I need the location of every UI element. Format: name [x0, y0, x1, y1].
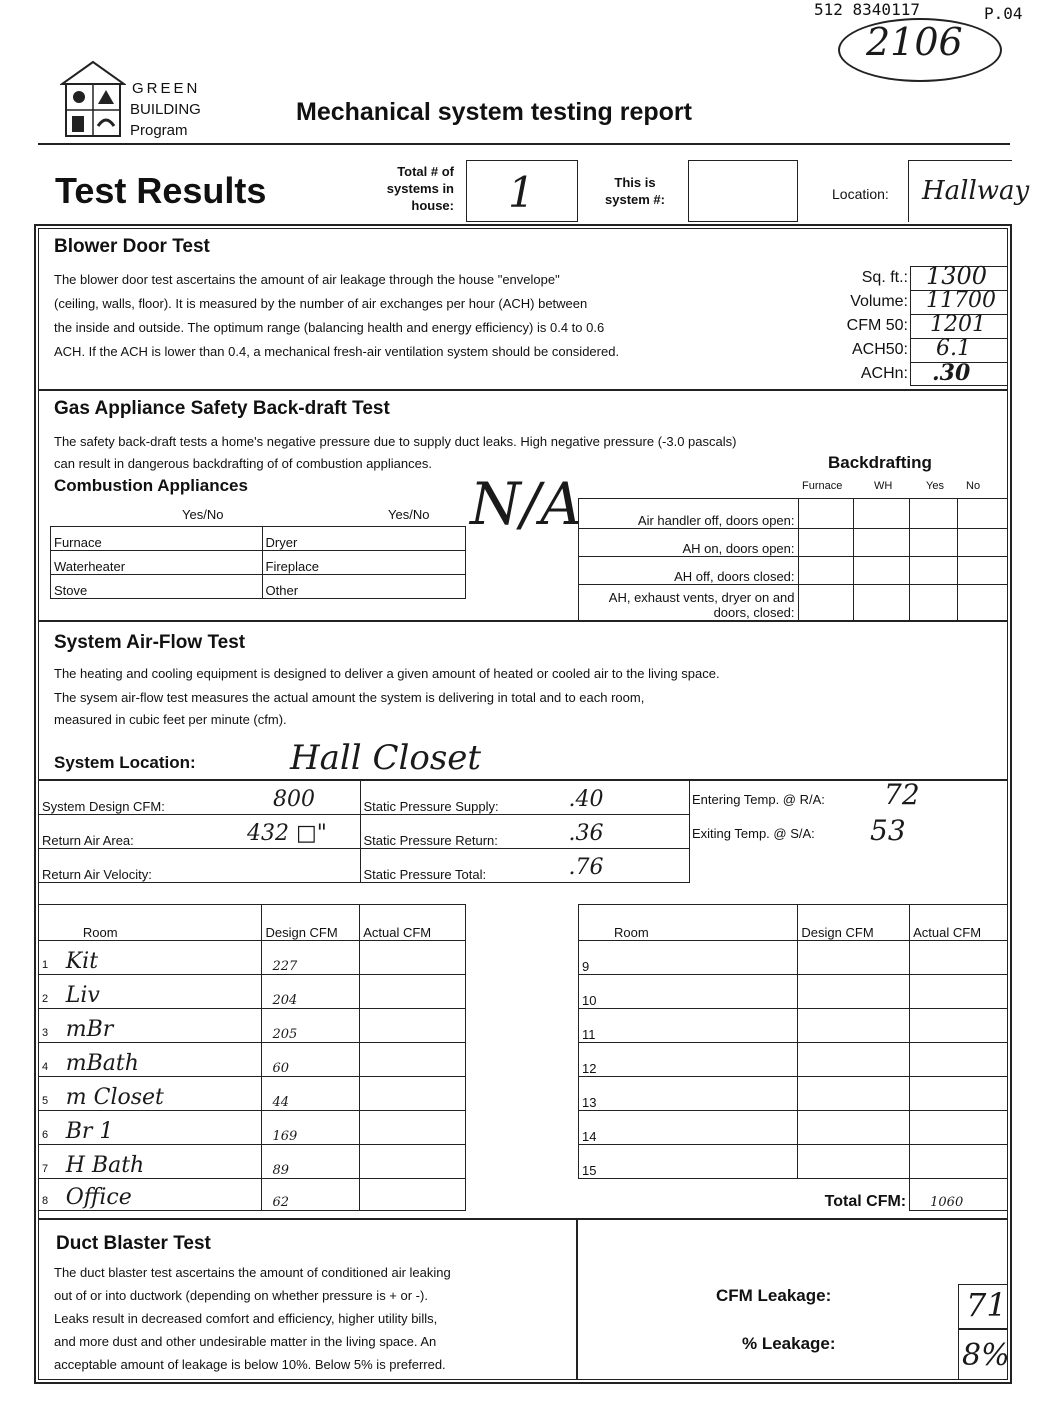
- blower-divider: [38, 389, 1008, 391]
- room-actual-5[interactable]: [360, 1077, 466, 1111]
- room-actual-15[interactable]: [910, 1145, 1008, 1179]
- bd-row-3: AH off, doors closed:: [579, 557, 799, 585]
- location-label: Location:: [832, 186, 889, 202]
- sqft-label: Sq. ft.:: [861, 269, 908, 286]
- room-actual-7[interactable]: [360, 1145, 466, 1179]
- room-design-1[interactable]: 227: [262, 941, 360, 975]
- col-design-cfm: Design CFM: [262, 905, 360, 941]
- room-row-15[interactable]: 15: [579, 1145, 798, 1179]
- bd-cell[interactable]: [798, 529, 854, 557]
- airflow-text-1: The heating and cooling equipment is designed to deliver a given amount of heated or cooled air to the living space.: [54, 666, 720, 681]
- yesno-right: Yes/No: [388, 507, 430, 522]
- fax-page: P.04: [984, 4, 1023, 23]
- bd-col-wh: WH: [874, 480, 893, 492]
- sp-return-cell[interactable]: [360, 815, 690, 849]
- room-actual-12[interactable]: [910, 1043, 1008, 1077]
- return-area-value: 432 □": [247, 821, 327, 846]
- bd-cell[interactable]: [854, 585, 910, 621]
- sp-return-label: Static Pressure Return:: [363, 833, 498, 848]
- duct-text-1: The duct blaster test ascertains the amount of conditioned air leaking: [54, 1265, 451, 1280]
- room-design-3[interactable]: 205: [262, 1009, 360, 1043]
- logo: [60, 60, 126, 138]
- room-actual-4[interactable]: [360, 1043, 466, 1077]
- bd-col-yes: Yes: [926, 480, 944, 492]
- na-mark: N/A: [470, 470, 583, 538]
- room-row-3[interactable]: 3 mBr: [39, 1009, 262, 1043]
- room-design-8[interactable]: 62: [262, 1179, 360, 1211]
- blower-text-4: ACH. If the ACH is lower than 0.4, a mechanical fresh-air ventilation system should be considered.: [54, 344, 620, 359]
- duct-title: Duct Blaster Test: [56, 1233, 211, 1254]
- room-row-12[interactable]: 12: [579, 1043, 798, 1077]
- test-results-title: Test Results: [55, 170, 267, 211]
- rooms-left-table: [38, 904, 466, 1211]
- blower-text-3: the inside and outside. The optimum range (balancing health and energy efficiency) is 0.4 to 0.6: [54, 320, 605, 335]
- bd-cell[interactable]: [910, 585, 958, 621]
- room-actual-14[interactable]: [910, 1111, 1008, 1145]
- airflow-title: System Air-Flow Test: [54, 632, 246, 653]
- room-row-5[interactable]: 5 m Closet: [39, 1077, 262, 1111]
- sp-supply-label: Static Pressure Supply:: [363, 799, 499, 814]
- room-row-14[interactable]: 14: [579, 1111, 798, 1145]
- appliance-stove[interactable]: Stove: [51, 575, 263, 599]
- bd-cell[interactable]: [958, 557, 1008, 585]
- sp-total-value: .76: [568, 855, 604, 880]
- system-location-value[interactable]: Hall Closet: [290, 738, 482, 778]
- combustion-table: [50, 526, 466, 599]
- room-design-14[interactable]: [798, 1111, 910, 1145]
- report-title: Mechanical system testing report: [296, 98, 692, 126]
- backdrafting-table: [578, 498, 1008, 621]
- airflow-table: [38, 780, 690, 883]
- room-row-4[interactable]: 4 mBath: [39, 1043, 262, 1077]
- house-logo-icon: [60, 60, 126, 138]
- room-design-15[interactable]: [798, 1145, 910, 1179]
- gas-text-2: can result in dangerous backdrafting of of combustion appliances.: [54, 456, 432, 471]
- pct-leakage-label: % Leakage:: [742, 1334, 836, 1353]
- bd-cell[interactable]: [854, 499, 910, 529]
- col-actual-cfm-right: Actual CFM: [910, 905, 1008, 941]
- appliance-fireplace[interactable]: Fireplace: [262, 551, 465, 575]
- room-actual-9[interactable]: [910, 941, 1008, 975]
- room-design-13[interactable]: [798, 1077, 910, 1111]
- return-area-cell[interactable]: [39, 815, 361, 849]
- room-actual-1[interactable]: [360, 941, 466, 975]
- appliance-other[interactable]: Other: [262, 575, 465, 599]
- gas-title: Gas Appliance Safety Back-draft Test: [54, 398, 390, 419]
- total-systems-label: Total # of systems in house:: [386, 164, 454, 213]
- total-cfm-label: Total CFM:: [579, 1179, 910, 1211]
- room-design-9[interactable]: [798, 941, 910, 975]
- entering-temp-value[interactable]: 72: [884, 778, 920, 811]
- blower-title: Blower Door Test: [54, 236, 210, 257]
- room-actual-10[interactable]: [910, 975, 1008, 1009]
- bd-cell[interactable]: [798, 499, 854, 529]
- room-design-12[interactable]: [798, 1043, 910, 1077]
- room-row-13[interactable]: 13: [579, 1077, 798, 1111]
- logo-line1: GREEN: [132, 80, 201, 97]
- bd-cell[interactable]: [958, 585, 1008, 621]
- logo-line3: Program: [130, 122, 188, 139]
- entering-temp-label: Entering Temp. @ R/A:: [692, 792, 825, 807]
- bd-cell[interactable]: [958, 529, 1008, 557]
- bd-cell[interactable]: [798, 557, 854, 585]
- combustion-title: Combustion Appliances: [54, 476, 248, 495]
- sp-supply-cell[interactable]: [360, 781, 690, 815]
- design-cfm-label: System Design CFM:: [42, 799, 165, 814]
- room-actual-13[interactable]: [910, 1077, 1008, 1111]
- logo-line2: BUILDING: [130, 101, 201, 118]
- achn-value[interactable]: .30: [932, 360, 971, 386]
- system-location-label: System Location:: [54, 753, 196, 772]
- rooms-divider: [38, 1218, 1008, 1220]
- duct-text-2: out of or into ductwork (depending on whether pressure is + or -).: [54, 1288, 428, 1303]
- bd-cell[interactable]: [958, 499, 1008, 529]
- cfm50-label: CFM 50:: [846, 317, 908, 334]
- sp-total-cell[interactable]: [360, 849, 690, 883]
- sp-supply-value: .40: [568, 787, 604, 812]
- room-design-6[interactable]: 169: [262, 1111, 360, 1145]
- room-actual-6[interactable]: [360, 1111, 466, 1145]
- airflow-text-2: The sysem air-flow test measures the actual amount the system is delivering in total and to each room,: [54, 690, 645, 705]
- volume-value[interactable]: 11700: [926, 288, 996, 313]
- room-actual-11[interactable]: [910, 1009, 1008, 1043]
- room-row-10[interactable]: 10: [579, 975, 798, 1009]
- col-room: Room: [39, 905, 262, 941]
- room-actual-3[interactable]: [360, 1009, 466, 1043]
- sqft-value[interactable]: 1300: [926, 262, 988, 290]
- this-is-system-label: This is system #:: [605, 175, 665, 207]
- room-row-9[interactable]: 9: [579, 941, 798, 975]
- room-row-2[interactable]: 2 Liv: [39, 975, 262, 1009]
- ach50-label: ACH50:: [851, 341, 908, 358]
- cfm50-value[interactable]: 1201: [930, 312, 986, 337]
- return-area-label: Return Air Area:: [42, 833, 134, 848]
- exiting-temp-label: Exiting Temp. @ S/A:: [692, 826, 815, 841]
- room-design-2[interactable]: 204: [262, 975, 360, 1009]
- bd-row-4: AH, exhaust vents, dryer on and doors, closed:: [579, 585, 799, 621]
- room-design-5[interactable]: 44: [262, 1077, 360, 1111]
- duct-vertical-divider: [576, 1220, 578, 1380]
- total-cfm-value[interactable]: 1060: [910, 1179, 1008, 1211]
- col-actual-cfm: Actual CFM: [360, 905, 466, 941]
- bd-col-no: No: [966, 480, 981, 492]
- bd-cell[interactable]: [798, 585, 854, 621]
- gas-divider: [38, 620, 1008, 622]
- blower-text-1: The blower door test ascertains the amount of air leakage through the house "envelope": [54, 272, 560, 287]
- backdrafting-title: Backdrafting: [828, 453, 932, 472]
- design-cfm-cell[interactable]: [39, 781, 361, 815]
- col-design-cfm-right: Design CFM: [798, 905, 910, 941]
- ach50-value[interactable]: 6.1: [936, 336, 971, 361]
- room-row-6[interactable]: 6 Br 1: [39, 1111, 262, 1145]
- duct-text-5: acceptable amount of leakage is below 10%. Below 5% is preferred.: [54, 1357, 446, 1372]
- bd-cell[interactable]: [910, 529, 958, 557]
- appliance-furnace[interactable]: Furnace: [51, 527, 263, 551]
- return-velocity-label: Return Air Velocity:: [42, 867, 152, 882]
- bd-cell[interactable]: [910, 499, 958, 529]
- duct-text-3: Leaks result in decreased comfort and efficiency, higher utility bills,: [54, 1311, 438, 1326]
- appliance-dryer[interactable]: Dryer: [262, 527, 465, 551]
- room-actual-8[interactable]: [360, 1179, 466, 1211]
- pct-leakage-value[interactable]: 8%: [962, 1338, 1010, 1373]
- location-value: Hallway: [922, 176, 1030, 206]
- volume-label: Volume:: [850, 293, 908, 310]
- room-design-7[interactable]: 89: [262, 1145, 360, 1179]
- room-row-11[interactable]: 11: [579, 1009, 798, 1043]
- bd-cell[interactable]: [854, 557, 910, 585]
- cfm-leakage-value[interactable]: 71: [966, 1286, 1007, 1324]
- fax-phone: 512 8340117: [814, 0, 920, 19]
- yesno-left: Yes/No: [182, 507, 224, 522]
- airflow-text-3: measured in cubic feet per minute (cfm).: [54, 712, 287, 727]
- return-velocity-cell[interactable]: [39, 849, 361, 883]
- bd-col-furnace: Furnace: [802, 480, 843, 492]
- room-actual-2[interactable]: [360, 975, 466, 1009]
- sp-return-value: .36: [568, 821, 604, 846]
- blower-text-2: (ceiling, walls, floor). It is measured by the number of air exchanges per hour (ACH) between: [54, 296, 588, 311]
- bd-cell[interactable]: [854, 529, 910, 557]
- room-row-1[interactable]: 1 Kit: [39, 941, 262, 975]
- room-design-10[interactable]: [798, 975, 910, 1009]
- this-is-system-box[interactable]: [688, 160, 798, 222]
- col-room-right: Room: [579, 905, 798, 941]
- rooms-right-table: [578, 904, 1008, 1211]
- cfm-leakage-label: CFM Leakage:: [716, 1286, 832, 1305]
- achn-label: ACHn:: [860, 365, 908, 382]
- room-row-8[interactable]: 8 Office: [39, 1179, 262, 1211]
- header-rule: [38, 143, 1010, 145]
- appliance-waterheater[interactable]: Waterheater: [51, 551, 263, 575]
- bd-cell[interactable]: [910, 557, 958, 585]
- bd-row-1: Air handler off, doors open:: [579, 499, 799, 529]
- handwritten-id: 2106: [866, 20, 963, 64]
- exiting-temp-value[interactable]: 53: [870, 814, 906, 847]
- sp-total-label: Static Pressure Total:: [363, 867, 487, 882]
- room-design-11[interactable]: [798, 1009, 910, 1043]
- bd-row-2: AH on, doors open:: [579, 529, 799, 557]
- gas-text-1: The safety back-draft tests a home's negative pressure due to supply duct leaks. High negative pressure (-3.0 pascals): [54, 434, 737, 449]
- room-row-7[interactable]: 7 H Bath: [39, 1145, 262, 1179]
- room-design-4[interactable]: 60: [262, 1043, 360, 1077]
- duct-text-4: and more dust and other undesirable matter in the living space. An: [54, 1334, 437, 1349]
- design-cfm-value: 800: [273, 787, 315, 812]
- total-systems-value: 1: [508, 168, 535, 217]
